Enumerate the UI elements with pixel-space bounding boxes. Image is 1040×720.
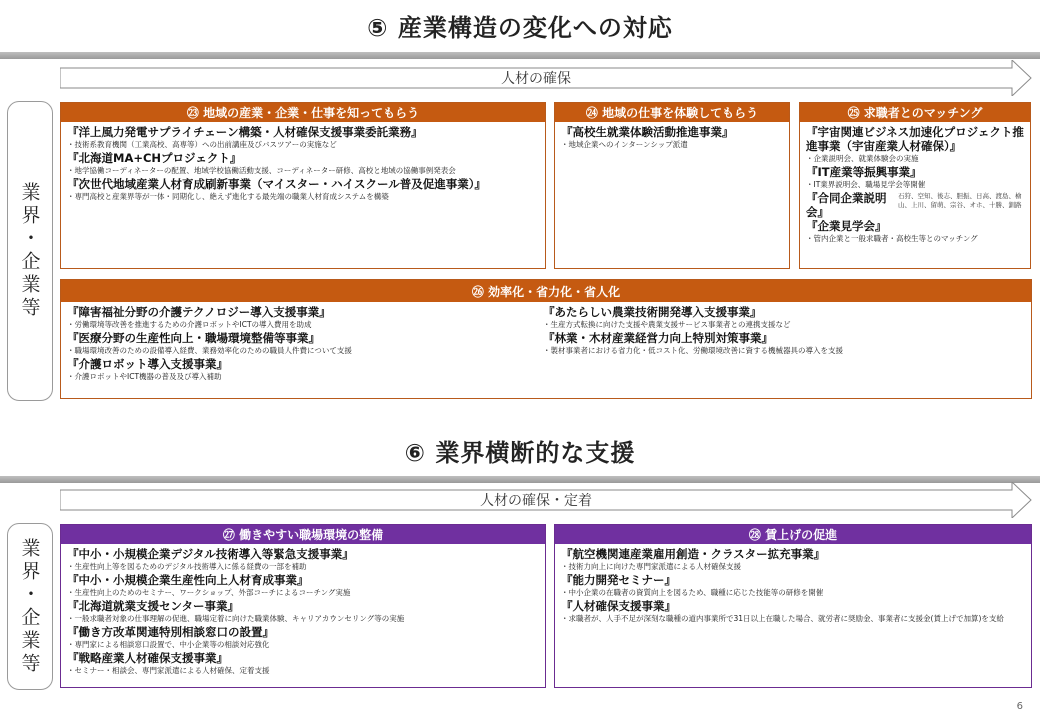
p26-right1-desc: ・生産方式転換に向けた支援や農業支援サービス事業者との連携支援など [543, 320, 791, 329]
p25-item1-desc: ・企業説明会、就業体験会の実施 [806, 154, 919, 163]
p24-item1-title: 『高校生就業体験活動推進事業』 [561, 125, 734, 139]
section6-arrow-label: 人材の確保・定着 [480, 493, 592, 509]
p26-left1-title: 『障害福祉分野の介護テクノロジー導入支援事業』 [67, 305, 331, 319]
p27-item4-desc: ・専門家による相談窓口設置で、中小企業等の相談対応強化 [67, 640, 270, 649]
section5-side-text: 業界・企業等 [18, 182, 41, 320]
p27-item5-title: 『戦略産業人材確保支援事業』 [67, 651, 228, 665]
panel-28 [554, 524, 1032, 688]
section5-rule [0, 52, 1040, 59]
p28-item2-title: 『能力開発セミナー』 [561, 573, 676, 587]
p27-item2-desc: ・生産性向上のためのセミナー、ワークショップ、外部コーチによるコーチング実施 [67, 588, 351, 597]
section6-side-label [7, 523, 53, 690]
panel-27-header: ㉗ 働きやすい職場環境の整備 [61, 525, 545, 544]
section6-arrow [60, 482, 1032, 518]
p28-item2-desc: ・中小企業の在職者の資質向上を図るため、職種に応じた技能等の研修を開催 [561, 588, 824, 597]
panel-26-header: ㉖ 効率化・省力化・省人化 [61, 280, 1031, 302]
p26-left1-desc: ・労働環境等改善を推進するための介護ロボットやICTの導入費用を助成 [67, 320, 312, 329]
section5-arrow-label: 人材の確保 [501, 71, 571, 87]
panel-25-header: ㉕ 求職者とのマッチング [800, 103, 1030, 122]
p25-item4-desc: ・管内企業と一般求職者・高校生等とのマッチング [806, 234, 978, 243]
section6-title: ⑥ 業界横断的な支援 [404, 439, 636, 467]
p27-item3-desc: ・一般求職者対象の仕事理解の促進、職場定着に向けた職業体験、キャリアカウンセリング等の実施 [67, 614, 405, 623]
p27-item3-title: 『北海道就業支援センター事業』 [67, 599, 240, 613]
p26-left3-title: 『介護ロボット導入支援事業』 [67, 357, 228, 371]
page-number: 6 [1016, 701, 1023, 712]
section5-title: ⑤ 産業構造の変化への対応 [367, 14, 673, 42]
p25-cities: 石狩、空知、後志、胆振、日高、渡島、檜山、上川、留萌、宗谷、オホ、十勝、釧路 [898, 192, 1022, 209]
panel-24 [554, 102, 790, 269]
p25-item4-title: 『企業見学会』 [806, 219, 887, 233]
p23-item3-title: 『次世代地域産業人材育成刷新事業（マイスター・ハイスクール普及促進事業）』 [67, 177, 487, 191]
p27-item5-desc: ・セミナー・相談会、専門家派遣による人材確保、定着支援 [67, 666, 270, 675]
p26-left2-title: 『医療分野の生産性向上・職場環境整備等事業』 [67, 331, 320, 345]
panel-24-header: ㉔ 地域の仕事を体験してもらう [555, 103, 789, 122]
p25-item3-title: 『合同企業説明会』 [806, 191, 887, 219]
p26-right1-title: 『あたらしい農業技術開発導入支援事業』 [543, 305, 762, 319]
p25-item2-title: 『IT産業等振興事業』 [806, 165, 922, 179]
p27-item1-desc: ・生産性向上等を図るためのデジタル技術導入に係る経費の一部を補助 [67, 562, 307, 571]
p26-right2-title: 『林業・木材産業経営力向上特別対策事業』 [543, 331, 773, 345]
p26-left2-desc: ・職場環境改善のための設備導入経費、業務効率化のための職員人件費について支援 [67, 346, 352, 355]
panel-26 [60, 279, 1032, 399]
p23-item1-desc: ・技術系教育機関（工業高校、高専等）への出前講座及びバスツアーの実施など [67, 140, 337, 149]
p27-item1-title: 『中小・小規模企業デジタル技術導入等緊急支援事業』 [67, 547, 354, 561]
panel-25 [799, 102, 1031, 269]
p26-left3-desc: ・介護ロボットやICT機器の普及及び導入補助 [67, 372, 222, 381]
p27-item4-title: 『働き方改革関連特別相談窓口の設置』 [67, 625, 274, 639]
p23-item1-title: 『洋上風力発電サプライチェーン構築・人材確保支援事業委託業務』 [67, 125, 423, 139]
p25-item2-desc: ・IT業界説明会、職場見学会等開催 [806, 180, 926, 189]
p25-item1-title: 『宇宙関連ビジネス加速化プロジェクト推進事業（宇宙産業人材確保）』 [806, 125, 1024, 153]
panel-27 [60, 524, 546, 688]
p28-item1-title: 『航空機関連産業雇用創造・クラスター拡充事業』 [561, 547, 826, 561]
panel-28-header: ㉘ 賃上げの促進 [555, 525, 1031, 544]
section5-side-label [7, 101, 53, 401]
p27-item2-title: 『中小・小規模企業生産性向上人材育成事業』 [67, 573, 309, 587]
panel-23-header: ㉓ 地域の産業・企業・仕事を知ってもらう [61, 103, 545, 122]
p26-right2-desc: ・製材事業者における省力化・低コスト化、労働環境改善に資する機械器具の導入を支援 [543, 346, 843, 355]
p28-item1-desc: ・技術力向上に向けた専門家派遣による人材確保支援 [561, 562, 741, 571]
p24-item1-desc: ・地域企業へのインターンシップ派遣 [561, 140, 688, 149]
section6-side-text: 業界・企業等 [18, 537, 41, 676]
p23-item2-title: 『北海道MA+CHプロジェクト』 [67, 151, 242, 165]
p23-item3-desc: ・専門高校と産業界等が一体・同期化し、絶えず進化する最先端の職業人材育成システムを構築 [67, 192, 389, 201]
section5-arrow [60, 60, 1032, 96]
p28-item3-title: 『人材確保支援事業』 [561, 599, 676, 613]
p23-item2-desc: ・地学協働コーディネーターの配置、地域学校協働活動支援、コーディネーター研修、高校と地域の協働事例発表会 [67, 166, 456, 175]
panel-23 [60, 102, 546, 269]
p28-item3-desc: ・求職者が、人手不足が深刻な職種の道内事業所で31日以上在職した場合、就労者に奨励金、事業者に支援金(賃上げで加算)を支給 [561, 614, 1004, 623]
